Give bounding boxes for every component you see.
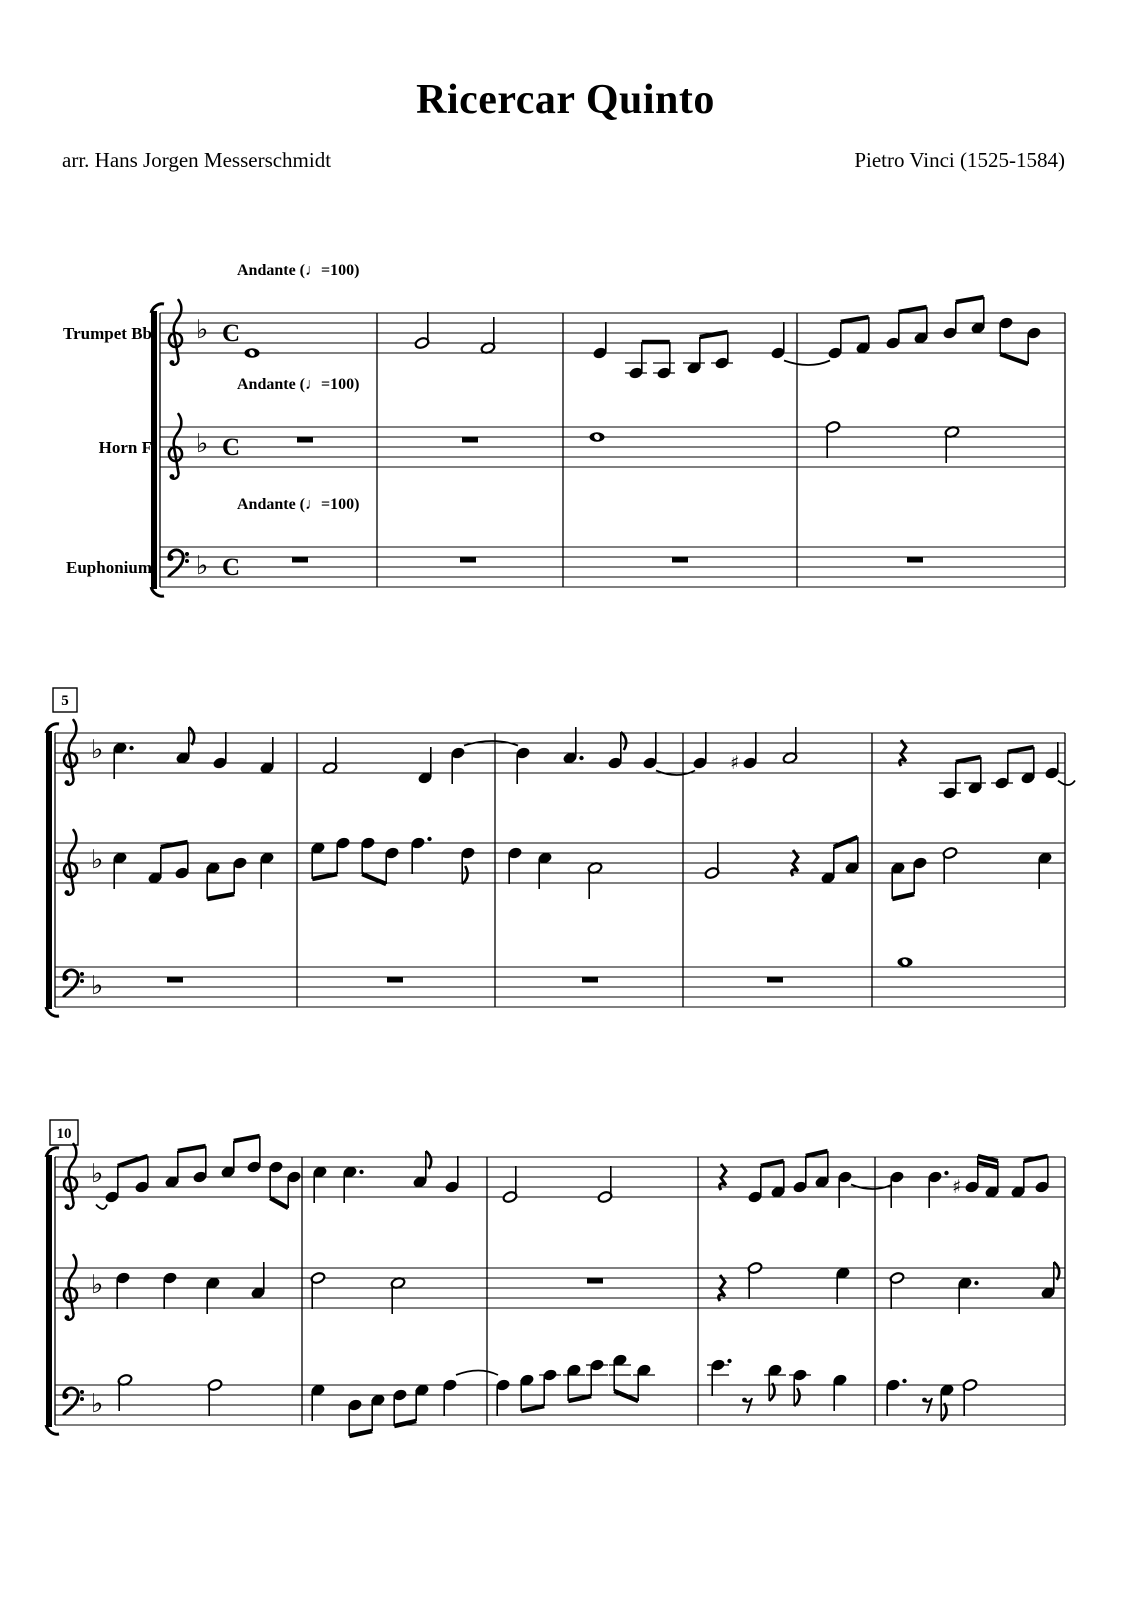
eighth-flag bbox=[462, 866, 467, 884]
note bbox=[889, 1272, 904, 1309]
note bbox=[495, 1378, 511, 1416]
beam bbox=[1008, 747, 1034, 752]
staff-3-staff-1 bbox=[55, 1136, 1065, 1209]
note bbox=[747, 1166, 763, 1204]
note bbox=[212, 732, 228, 770]
note bbox=[927, 1170, 949, 1208]
measure-number: 10 bbox=[56, 1126, 72, 1142]
rest-w bbox=[907, 557, 923, 563]
note bbox=[587, 862, 602, 899]
flat-key-signature: ♭ bbox=[196, 429, 209, 459]
system-2 bbox=[46, 688, 1075, 1016]
note bbox=[747, 1262, 762, 1299]
flat-key-signature: ♭ bbox=[196, 315, 209, 345]
note bbox=[707, 1358, 732, 1396]
flat-key-signature: ♭ bbox=[91, 1270, 104, 1300]
treble-clef-icon bbox=[64, 830, 77, 895]
staff-1-horn-f bbox=[99, 376, 1065, 479]
common-time-signature: C bbox=[222, 320, 241, 347]
note bbox=[232, 856, 248, 894]
instrument-label: Trumpet Bb bbox=[63, 324, 152, 343]
treble-clef-icon bbox=[64, 1255, 77, 1320]
note bbox=[597, 1166, 612, 1203]
staff-2-staff-3 bbox=[55, 957, 1065, 1007]
note bbox=[586, 1358, 608, 1396]
note bbox=[885, 1378, 907, 1416]
rest-w bbox=[582, 977, 598, 983]
note bbox=[711, 332, 733, 370]
rest-w bbox=[387, 977, 403, 983]
beam bbox=[806, 1151, 828, 1156]
note bbox=[335, 836, 351, 874]
note bbox=[310, 1272, 325, 1309]
beam bbox=[312, 874, 337, 879]
beam bbox=[614, 1391, 638, 1401]
piece-title: Ricercar Quinto bbox=[416, 77, 715, 123]
note bbox=[162, 1271, 178, 1309]
note bbox=[792, 1156, 808, 1194]
treble-clef-icon bbox=[169, 414, 182, 479]
note bbox=[625, 342, 647, 380]
rest-w bbox=[587, 1278, 603, 1284]
note bbox=[590, 432, 605, 442]
flat-key-signature: ♭ bbox=[91, 1159, 104, 1189]
note bbox=[789, 1368, 811, 1406]
eighth-flag bbox=[941, 1403, 946, 1421]
beam bbox=[834, 837, 858, 847]
beam bbox=[234, 1136, 260, 1141]
system-bracket bbox=[46, 731, 52, 1009]
bass-clef-icon bbox=[63, 970, 85, 996]
tempo-marking: Andante (♩=100) bbox=[237, 376, 360, 393]
note bbox=[825, 421, 840, 458]
note bbox=[384, 846, 400, 884]
note bbox=[515, 746, 531, 784]
instrument-label: Euphonium bbox=[66, 558, 152, 577]
note bbox=[1044, 742, 1060, 780]
common-time-signature: C bbox=[222, 554, 241, 581]
tempo-marking: Andante (♩=100) bbox=[237, 496, 360, 513]
note bbox=[360, 836, 376, 874]
tie bbox=[456, 1371, 498, 1376]
note bbox=[889, 1170, 905, 1208]
eighth-flag bbox=[621, 732, 626, 750]
staff-2-staff-2 bbox=[55, 830, 1065, 899]
note bbox=[991, 752, 1013, 790]
flat-key-signature: ♭ bbox=[196, 551, 209, 581]
tie bbox=[784, 361, 830, 366]
note bbox=[174, 842, 190, 880]
beam bbox=[568, 1396, 591, 1401]
note bbox=[704, 842, 719, 879]
note bbox=[898, 957, 913, 967]
note bbox=[885, 312, 901, 350]
beam bbox=[349, 1431, 372, 1436]
sharp-accidental: ♯ bbox=[952, 1176, 962, 1198]
note bbox=[207, 1379, 222, 1416]
rest-w bbox=[460, 557, 476, 563]
eighth-flag bbox=[426, 1151, 431, 1169]
rest-w bbox=[292, 557, 308, 563]
beam bbox=[270, 1198, 288, 1208]
beam bbox=[207, 894, 234, 899]
tie bbox=[96, 1205, 107, 1210]
note bbox=[837, 1170, 853, 1208]
beam bbox=[956, 297, 984, 302]
note bbox=[414, 312, 429, 349]
composer-credit: Pietro Vinci (1525-1584) bbox=[854, 148, 1065, 172]
beam bbox=[956, 757, 981, 762]
note bbox=[890, 861, 906, 899]
note bbox=[942, 847, 957, 884]
tie bbox=[1058, 781, 1075, 786]
note bbox=[942, 302, 958, 340]
note bbox=[104, 1166, 120, 1204]
beam bbox=[841, 317, 869, 322]
note bbox=[592, 322, 608, 360]
rest-w bbox=[462, 437, 478, 443]
beam bbox=[899, 307, 927, 312]
note bbox=[970, 297, 986, 335]
note bbox=[392, 1388, 408, 1426]
measure-number: 5 bbox=[61, 693, 69, 709]
note bbox=[347, 1398, 363, 1436]
beam bbox=[1000, 354, 1028, 364]
note bbox=[962, 1379, 977, 1416]
staff-2-staff-1 bbox=[55, 720, 1075, 800]
rest-w bbox=[297, 437, 313, 443]
staff-1-trumpet-bb bbox=[63, 262, 1065, 380]
measure-number-box bbox=[53, 688, 77, 712]
instrument-label: Horn F bbox=[98, 438, 152, 457]
note bbox=[692, 732, 708, 770]
note bbox=[220, 1141, 236, 1179]
beam bbox=[892, 894, 914, 899]
note bbox=[460, 846, 476, 884]
note bbox=[410, 836, 432, 874]
note bbox=[192, 1146, 208, 1184]
beam bbox=[761, 1161, 784, 1166]
eighth-flag bbox=[189, 727, 194, 745]
note bbox=[998, 316, 1014, 354]
treble-clef-icon bbox=[64, 720, 77, 785]
sharp-accidental: ♯ bbox=[730, 752, 740, 774]
note bbox=[115, 1271, 131, 1309]
note bbox=[507, 846, 523, 884]
tempo-marking: Andante (♩=100) bbox=[237, 262, 360, 279]
note bbox=[642, 732, 658, 770]
common-time-signature: C bbox=[222, 434, 241, 461]
bass-clef-icon bbox=[168, 550, 190, 576]
rest-w bbox=[672, 557, 688, 563]
flat-key-signature: ♭ bbox=[91, 735, 104, 765]
rest-w bbox=[767, 977, 783, 983]
note bbox=[286, 1170, 302, 1208]
note bbox=[444, 1156, 460, 1194]
bass-clef-icon bbox=[63, 1388, 85, 1414]
arranger-credit: arr. Hans Jorgen Messerschmidt bbox=[62, 148, 332, 172]
note bbox=[205, 861, 221, 899]
note bbox=[450, 746, 466, 784]
note bbox=[827, 322, 843, 360]
note bbox=[442, 1378, 458, 1416]
treble-clef-icon bbox=[169, 300, 182, 365]
treble-clef-icon bbox=[64, 1144, 77, 1209]
note bbox=[246, 1136, 262, 1174]
note bbox=[268, 1160, 284, 1198]
note bbox=[539, 1368, 561, 1406]
staff-1-euphonium bbox=[66, 496, 1065, 587]
system-bracket bbox=[46, 1155, 52, 1427]
rest-w bbox=[167, 977, 183, 983]
staff-3-staff-2 bbox=[55, 1255, 1065, 1320]
note bbox=[912, 856, 928, 894]
eighth-flag bbox=[794, 1388, 799, 1406]
note bbox=[1026, 326, 1042, 364]
flat-key-signature: ♭ bbox=[91, 971, 104, 1001]
eighth-flag bbox=[769, 1383, 774, 1401]
measure-number-box bbox=[50, 1120, 78, 1145]
note bbox=[939, 762, 961, 800]
beam bbox=[178, 1146, 206, 1151]
flat-key-signature: ♭ bbox=[91, 1389, 104, 1419]
note bbox=[245, 348, 260, 358]
note bbox=[1034, 1156, 1050, 1194]
system-1 bbox=[63, 262, 1065, 596]
beam bbox=[521, 1406, 544, 1411]
note bbox=[770, 322, 786, 360]
eighth-flag bbox=[1054, 1262, 1059, 1280]
note bbox=[502, 1166, 517, 1203]
note bbox=[653, 342, 675, 380]
flat-key-signature: ♭ bbox=[91, 845, 104, 875]
system-3 bbox=[46, 1120, 1065, 1436]
note bbox=[607, 732, 626, 770]
staff-3-staff-3 bbox=[55, 1353, 1065, 1436]
